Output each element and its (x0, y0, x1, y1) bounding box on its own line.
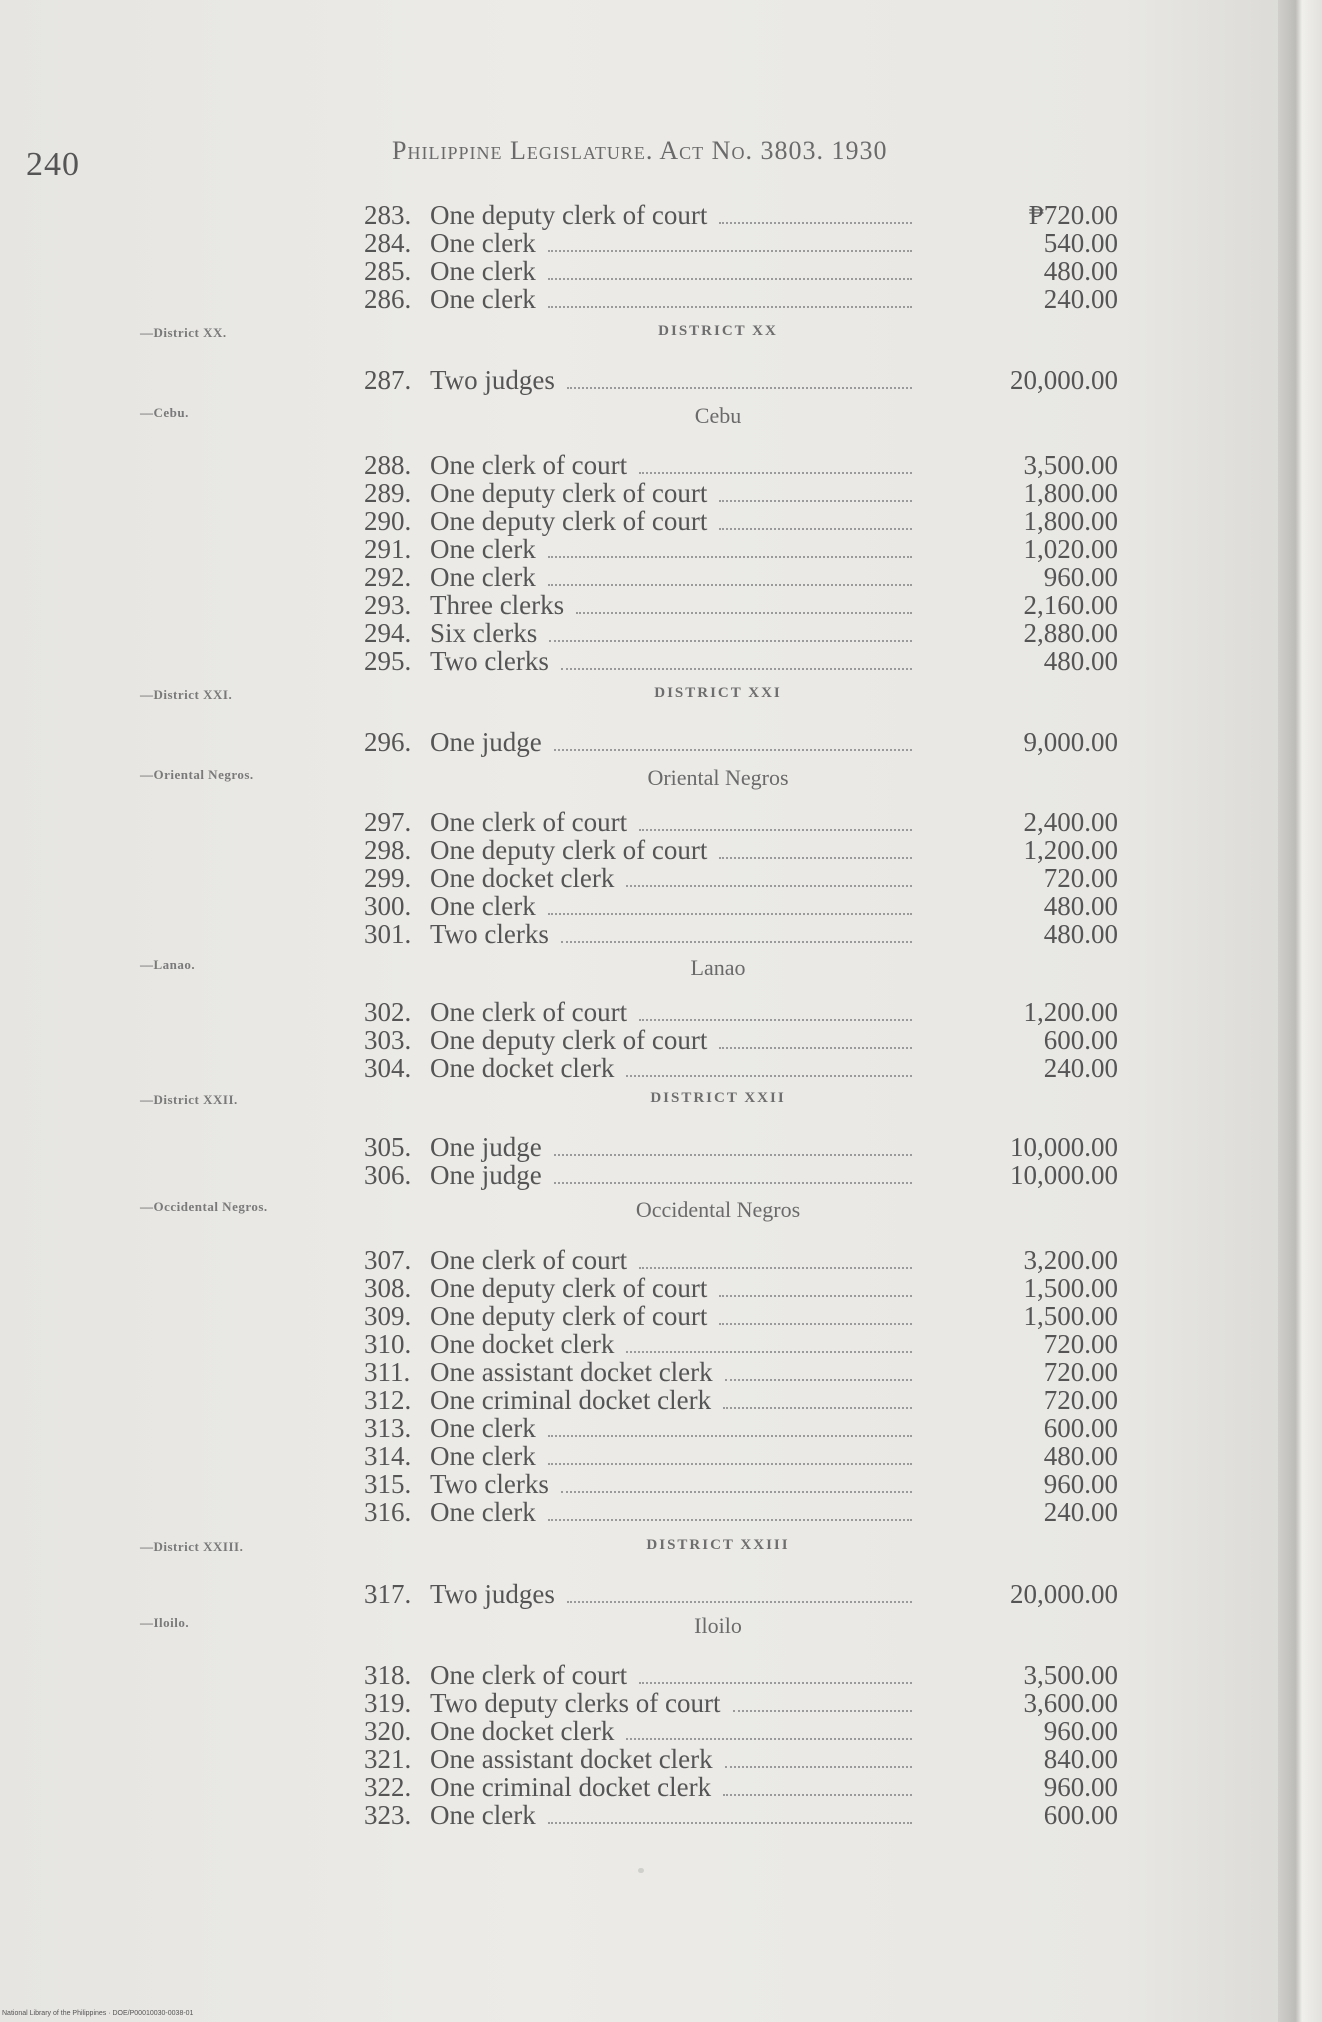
entry-amount: 2,880.00 (1023, 618, 1118, 648)
dot-leader (626, 885, 912, 887)
entry-description: Two clerks (430, 919, 549, 949)
entry-amount: 9,000.00 (1023, 727, 1118, 757)
dot-leader (567, 1601, 912, 1603)
entry-number: 309. (364, 1301, 412, 1331)
entry-description: One clerk of court (430, 450, 628, 480)
district-heading: DISTRICT XXII (650, 1090, 786, 1106)
dot-leader (554, 749, 912, 751)
entry-row (364, 727, 1118, 757)
entry-row (364, 1053, 1118, 1083)
dot-leader (719, 1047, 912, 1049)
dot-leader (725, 1379, 912, 1381)
entry-number: 320. (364, 1716, 412, 1746)
district-heading: DISTRICT XXIII (646, 1537, 790, 1553)
entry-row (364, 284, 1118, 314)
entry-row (364, 1716, 1118, 1746)
entry-row (364, 1132, 1118, 1162)
entry-number: 302. (364, 997, 412, 1027)
entry-row (364, 1441, 1118, 1471)
dot-leader (725, 1766, 912, 1768)
running-head: Philippine Legislature. Act No. 3803. 1930 (392, 136, 888, 165)
dot-leader (549, 640, 912, 642)
entry-description: One judge (430, 727, 542, 757)
entry-number: 287. (364, 365, 412, 395)
entry-number: 312. (364, 1385, 412, 1415)
entry-description: One clerk of court (430, 1245, 628, 1275)
entry-amount: 960.00 (1043, 1772, 1118, 1802)
margin-note: —Oriental Negros. (140, 767, 254, 782)
province-heading: Lanao (690, 955, 746, 980)
entry-amount: 1,500.00 (1023, 1301, 1118, 1331)
entry-number: 298. (364, 835, 412, 865)
entry-row (364, 506, 1118, 536)
entry-number: 323. (364, 1800, 412, 1830)
dot-leader (719, 528, 912, 530)
entry-amount: 1,800.00 (1023, 478, 1118, 508)
entry-row (364, 1160, 1118, 1190)
entry-number: 297. (364, 807, 412, 837)
entry-number: 310. (364, 1329, 412, 1359)
dot-leader (723, 1407, 912, 1409)
entry-amount: 480.00 (1043, 891, 1118, 921)
entry-description: One clerk (430, 1800, 536, 1830)
entry-row (364, 835, 1118, 865)
entry-row (364, 1385, 1118, 1415)
entry-number: 292. (364, 562, 412, 592)
entry-number: 284. (364, 228, 412, 258)
dot-leader (554, 1154, 912, 1156)
entry-description: One docket clerk (430, 1053, 615, 1083)
entry-row (364, 1660, 1118, 1690)
entry-number: 286. (364, 284, 412, 314)
entry-number: 300. (364, 891, 412, 921)
entry-number: 289. (364, 478, 412, 508)
entry-row (364, 1772, 1118, 1802)
entry-row (364, 646, 1118, 676)
entry-row (364, 450, 1118, 480)
margin-note: —District XXII. (140, 1092, 238, 1107)
entry-number: 283. (364, 200, 412, 230)
entry-number: 306. (364, 1160, 412, 1190)
dot-leader (719, 1323, 912, 1325)
margin-note: —Occidental Negros. (140, 1199, 268, 1214)
entry-description: One deputy clerk of court (430, 1025, 708, 1055)
entry-description: Two clerks (430, 646, 549, 676)
entry-row (364, 1025, 1118, 1055)
page-speck (638, 1868, 644, 1873)
entry-amount: 840.00 (1043, 1744, 1118, 1774)
entry-number: 319. (364, 1688, 412, 1718)
entry-number: 296. (364, 727, 412, 757)
entry-row (364, 1413, 1118, 1443)
margin-note: —Cebu. (140, 405, 189, 420)
entry-row (364, 256, 1118, 286)
dot-leader (548, 556, 912, 558)
entry-description: One deputy clerk of court (430, 1273, 708, 1303)
dot-leader (639, 472, 912, 474)
dot-leader (719, 1295, 912, 1297)
province-heading: Oriental Negros (647, 765, 789, 790)
entry-number: 307. (364, 1245, 412, 1275)
entry-amount: 10,000.00 (1010, 1160, 1118, 1190)
entry-row (364, 891, 1118, 921)
dot-leader (719, 500, 912, 502)
province-heading: Cebu (694, 403, 742, 428)
entry-amount: 720.00 (1043, 1385, 1118, 1415)
entry-description: Two deputy clerks of court (430, 1688, 721, 1718)
entry-amount: 240.00 (1043, 1497, 1118, 1527)
entry-description: One clerk (430, 1413, 536, 1443)
entry-number: 303. (364, 1025, 412, 1055)
entry-description: One deputy clerk of court (430, 200, 708, 230)
entry-amount: 10,000.00 (1010, 1132, 1118, 1162)
entry-amount: 720.00 (1043, 863, 1118, 893)
entry-number: 285. (364, 256, 412, 286)
entry-amount: 1,200.00 (1023, 997, 1118, 1027)
entry-row (364, 1800, 1118, 1830)
entry-row (364, 478, 1118, 508)
entry-row (364, 534, 1118, 564)
entry-description: One clerk of court (430, 807, 628, 837)
entry-number: 322. (364, 1772, 412, 1802)
entry-row (364, 1357, 1118, 1387)
entry-amount: 240.00 (1043, 1053, 1118, 1083)
entry-amount: 720.00 (1043, 1357, 1118, 1387)
entry-description: Two judges (430, 1579, 555, 1609)
entry-number: 315. (364, 1469, 412, 1499)
entry-description: Two judges (430, 365, 555, 395)
entry-description: One deputy clerk of court (430, 506, 708, 536)
entry-number: 290. (364, 506, 412, 536)
entry-row (364, 365, 1118, 395)
dot-leader (733, 1710, 912, 1712)
entry-row (364, 1245, 1118, 1275)
entry-number: 318. (364, 1660, 412, 1690)
entry-row (364, 1497, 1118, 1527)
entry-description: One clerk of court (430, 997, 628, 1027)
dot-leader (548, 1519, 912, 1521)
entry-description: One deputy clerk of court (430, 478, 708, 508)
province-heading: Iloilo (694, 1613, 742, 1638)
dot-leader (548, 278, 912, 280)
entry-description: Two clerks (430, 1469, 549, 1499)
entry-row (364, 863, 1118, 893)
entry-row (364, 807, 1118, 837)
margin-note: —District XX. (140, 325, 227, 340)
entry-description: Six clerks (430, 618, 538, 648)
entry-amount: 540.00 (1043, 228, 1118, 258)
dot-leader (548, 1822, 912, 1824)
entry-row (364, 562, 1118, 592)
entry-number: 294. (364, 618, 412, 648)
entry-amount: 1,500.00 (1023, 1273, 1118, 1303)
entry-amount: 1,200.00 (1023, 835, 1118, 865)
entry-description: One criminal docket clerk (430, 1385, 712, 1415)
entry-row (364, 1579, 1118, 1609)
entry-number: 321. (364, 1744, 412, 1774)
entry-amount: 1,800.00 (1023, 506, 1118, 536)
entry-row (364, 618, 1118, 648)
entry-amount: 600.00 (1043, 1413, 1118, 1443)
dot-leader (639, 1682, 912, 1684)
entry-amount: 480.00 (1043, 256, 1118, 286)
dot-leader (639, 829, 912, 831)
entry-amount: 20,000.00 (1010, 1579, 1118, 1609)
entry-description: One assistant docket clerk (430, 1744, 713, 1774)
dot-leader (548, 913, 912, 915)
entry-amount: 3,500.00 (1023, 450, 1118, 480)
dot-leader (548, 1435, 912, 1437)
entry-row (364, 1688, 1118, 1718)
dot-leader (719, 857, 912, 859)
entry-amount: 960.00 (1043, 1469, 1118, 1499)
entry-description: One deputy clerk of court (430, 835, 708, 865)
entry-amount: ₱720.00 (1028, 200, 1118, 230)
entry-description: One clerk (430, 534, 536, 564)
entry-description: One judge (430, 1132, 542, 1162)
province-heading: Occidental Negros (635, 1197, 801, 1222)
entry-number: 317. (364, 1579, 412, 1609)
entry-amount: 720.00 (1043, 1329, 1118, 1359)
entry-description: One clerk (430, 562, 536, 592)
dot-leader (561, 668, 912, 670)
entry-description: One clerk (430, 1441, 536, 1471)
entry-number: 311. (364, 1357, 411, 1387)
entry-amount: 240.00 (1043, 284, 1118, 314)
entry-description: One docket clerk (430, 863, 615, 893)
entry-row (364, 1329, 1118, 1359)
dot-leader (626, 1351, 912, 1353)
district-heading: DISTRICT XX (658, 323, 778, 339)
dot-leader (548, 584, 912, 586)
entry-description: One clerk (430, 228, 536, 258)
entry-row (364, 1744, 1118, 1774)
district-heading: DISTRICT XXI (654, 685, 782, 701)
entry-amount: 960.00 (1043, 562, 1118, 592)
entry-number: 291. (364, 534, 412, 564)
dot-leader (548, 1463, 912, 1465)
entry-number: 305. (364, 1132, 412, 1162)
entry-amount: 480.00 (1043, 1441, 1118, 1471)
entry-amount: 1,020.00 (1023, 534, 1118, 564)
entry-row (364, 228, 1118, 258)
entry-row (364, 997, 1118, 1027)
dot-leader (626, 1075, 912, 1077)
entry-number: 316. (364, 1497, 412, 1527)
entry-row (364, 1301, 1118, 1331)
entry-description: Three clerks (430, 590, 565, 620)
entry-number: 293. (364, 590, 412, 620)
entry-amount: 3,200.00 (1023, 1245, 1118, 1275)
entry-amount: 3,600.00 (1023, 1688, 1118, 1718)
margin-note: —Iloilo. (140, 1615, 190, 1630)
entry-number: 304. (364, 1053, 412, 1083)
entry-description: One clerk (430, 891, 536, 921)
entry-description: One judge (430, 1160, 542, 1190)
margin-note: —Lanao. (140, 957, 196, 972)
entry-description: One criminal docket clerk (430, 1772, 712, 1802)
margin-note: —District XXIII. (140, 1539, 244, 1554)
entry-description: One clerk (430, 1497, 536, 1527)
entry-amount: 20,000.00 (1010, 365, 1118, 395)
dot-leader (548, 306, 912, 308)
entry-amount: 600.00 (1043, 1025, 1118, 1055)
dot-leader (561, 941, 912, 943)
entry-description: One docket clerk (430, 1716, 615, 1746)
dot-leader (626, 1738, 912, 1740)
dot-leader (723, 1794, 912, 1796)
margin-note: —District XXI. (140, 687, 233, 702)
page-number: 240 (26, 146, 80, 183)
entry-description: One assistant docket clerk (430, 1357, 713, 1387)
entry-row (364, 1273, 1118, 1303)
entry-amount: 480.00 (1043, 646, 1118, 676)
entry-number: 288. (364, 450, 412, 480)
entry-row (364, 919, 1118, 949)
entry-row (364, 1469, 1118, 1499)
entry-amount: 2,160.00 (1023, 590, 1118, 620)
entry-description: One docket clerk (430, 1329, 615, 1359)
dot-leader (719, 222, 912, 224)
entry-row (364, 590, 1118, 620)
entry-description: One clerk of court (430, 1660, 628, 1690)
dot-leader (639, 1019, 912, 1021)
entry-description: One deputy clerk of court (430, 1301, 708, 1331)
entry-number: 308. (364, 1273, 412, 1303)
entry-amount: 2,400.00 (1023, 807, 1118, 837)
dot-leader (639, 1267, 912, 1269)
entry-amount: 3,500.00 (1023, 1660, 1118, 1690)
dot-leader (554, 1182, 912, 1184)
entry-number: 301. (364, 919, 412, 949)
entry-number: 313. (364, 1413, 412, 1443)
entry-amount: 600.00 (1043, 1800, 1118, 1830)
dot-leader (576, 612, 912, 614)
entry-amount: 960.00 (1043, 1716, 1118, 1746)
entry-amount: 480.00 (1043, 919, 1118, 949)
entry-description: One clerk (430, 256, 536, 286)
dot-leader (567, 387, 912, 389)
scan-footer-stamp: National Library of the Philippines · DOE/P00010030-0038-01 (2, 2010, 194, 2017)
entry-row (364, 200, 1118, 230)
entry-number: 295. (364, 646, 412, 676)
dot-leader (548, 250, 912, 252)
entry-number: 314. (364, 1441, 412, 1471)
entry-number: 299. (364, 863, 412, 893)
dot-leader (561, 1491, 912, 1493)
entry-description: One clerk (430, 284, 536, 314)
